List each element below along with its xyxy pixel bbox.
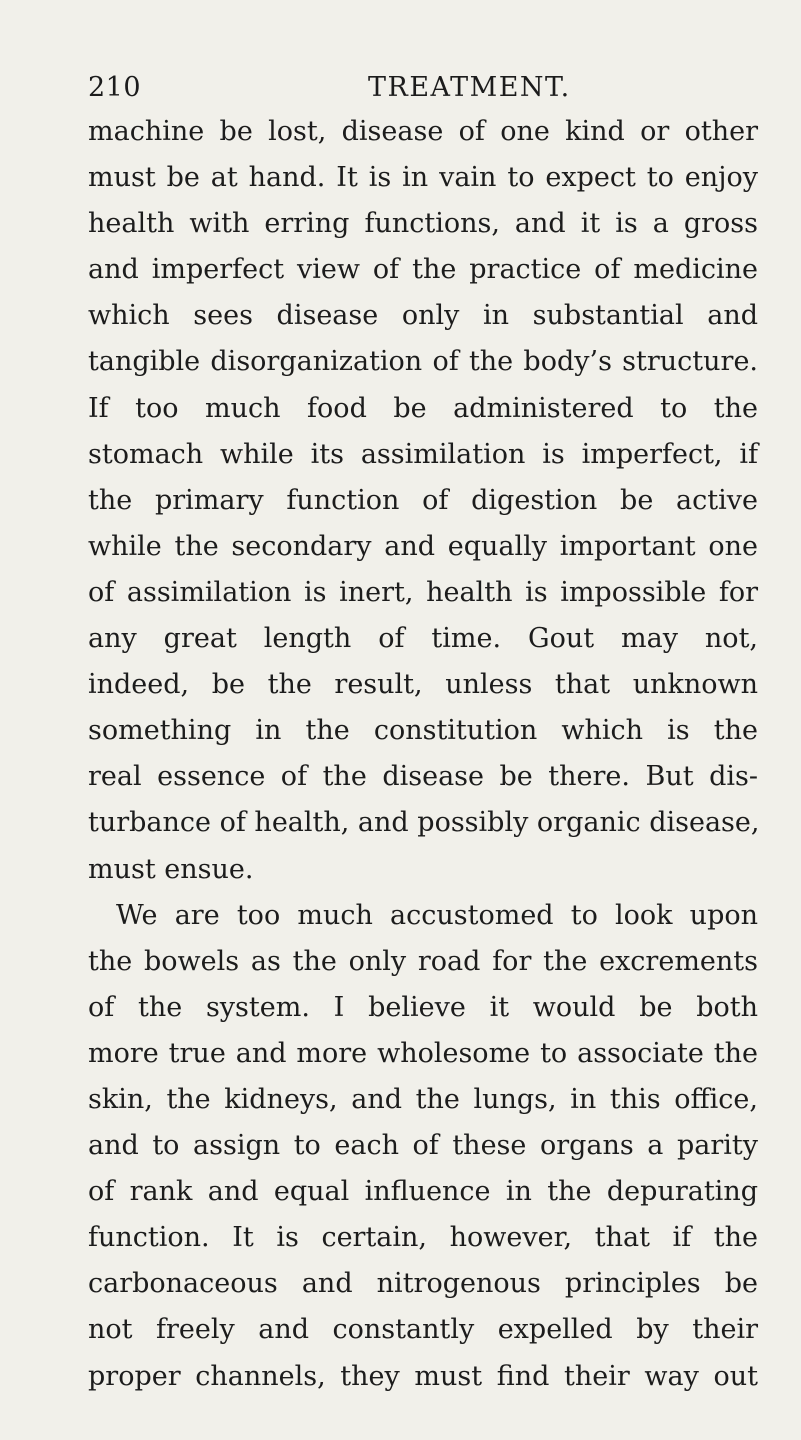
text-line: function. It is certain, however, that if the — [88, 1222, 758, 1254]
text-line: must be at hand. It is in vain to expect to enjoy — [88, 162, 758, 194]
page-header — [88, 72, 753, 112]
text-line: the bowels as the only road for the excrements — [88, 945, 758, 977]
text-line: We are too much accustomed to look upon — [116, 899, 758, 931]
text-line: carbonaceous and nitrogenous principles be — [88, 1268, 758, 1300]
text-line: the primary function of digestion be active — [88, 484, 758, 516]
text-line: while the secondary and equally important one — [88, 530, 758, 562]
text-line: any great length of time. Gout may not, — [88, 623, 758, 655]
text-line: and to assign to each of these organs a parity — [88, 1130, 758, 1162]
text-line: machine be lost, disease of one kind or other — [88, 116, 758, 147]
paragraph-1 — [88, 109, 758, 893]
text-line: If too much food be administered to the — [88, 392, 758, 424]
text-line: must ensue. — [88, 853, 254, 885]
paragraph-2 — [88, 893, 758, 1400]
text-line: turbance of health, and possibly organic disease, — [88, 807, 760, 839]
text-line: skin, the kidneys, and the lungs, in this office, — [88, 1083, 758, 1115]
running-title: TREATMENT. — [368, 72, 571, 103]
text-line: indeed, be the result, unless that unknown — [88, 669, 758, 701]
text-line: of assimilation is inert, health is impossible for — [88, 576, 758, 608]
text-line: something in the constitution which is the — [88, 715, 758, 747]
body-text — [88, 109, 758, 1400]
text-line: stomach while its assimilation is imperfect, if — [88, 438, 758, 470]
page-number: 210 — [88, 72, 142, 103]
text-line: more true and more wholesome to associate the — [88, 1037, 758, 1069]
text-line: of rank and equal influence in the depurating — [88, 1176, 758, 1208]
text-line: of the system. I believe it would be both — [88, 991, 758, 1023]
text-line: real essence of the disease be there. But dis- — [88, 761, 758, 793]
text-line: health with erring functions, and it is a gross — [88, 208, 758, 240]
text-line: not freely and constantly expelled by their — [88, 1314, 758, 1346]
text-line: tangible disorganization of the body’s structure. — [88, 346, 758, 378]
text-line: and imperfect view of the practice of medicine — [88, 254, 758, 286]
text-line: which sees disease only in substantial and — [88, 300, 758, 332]
text-line: proper channels, they must find their way out — [88, 1360, 758, 1392]
